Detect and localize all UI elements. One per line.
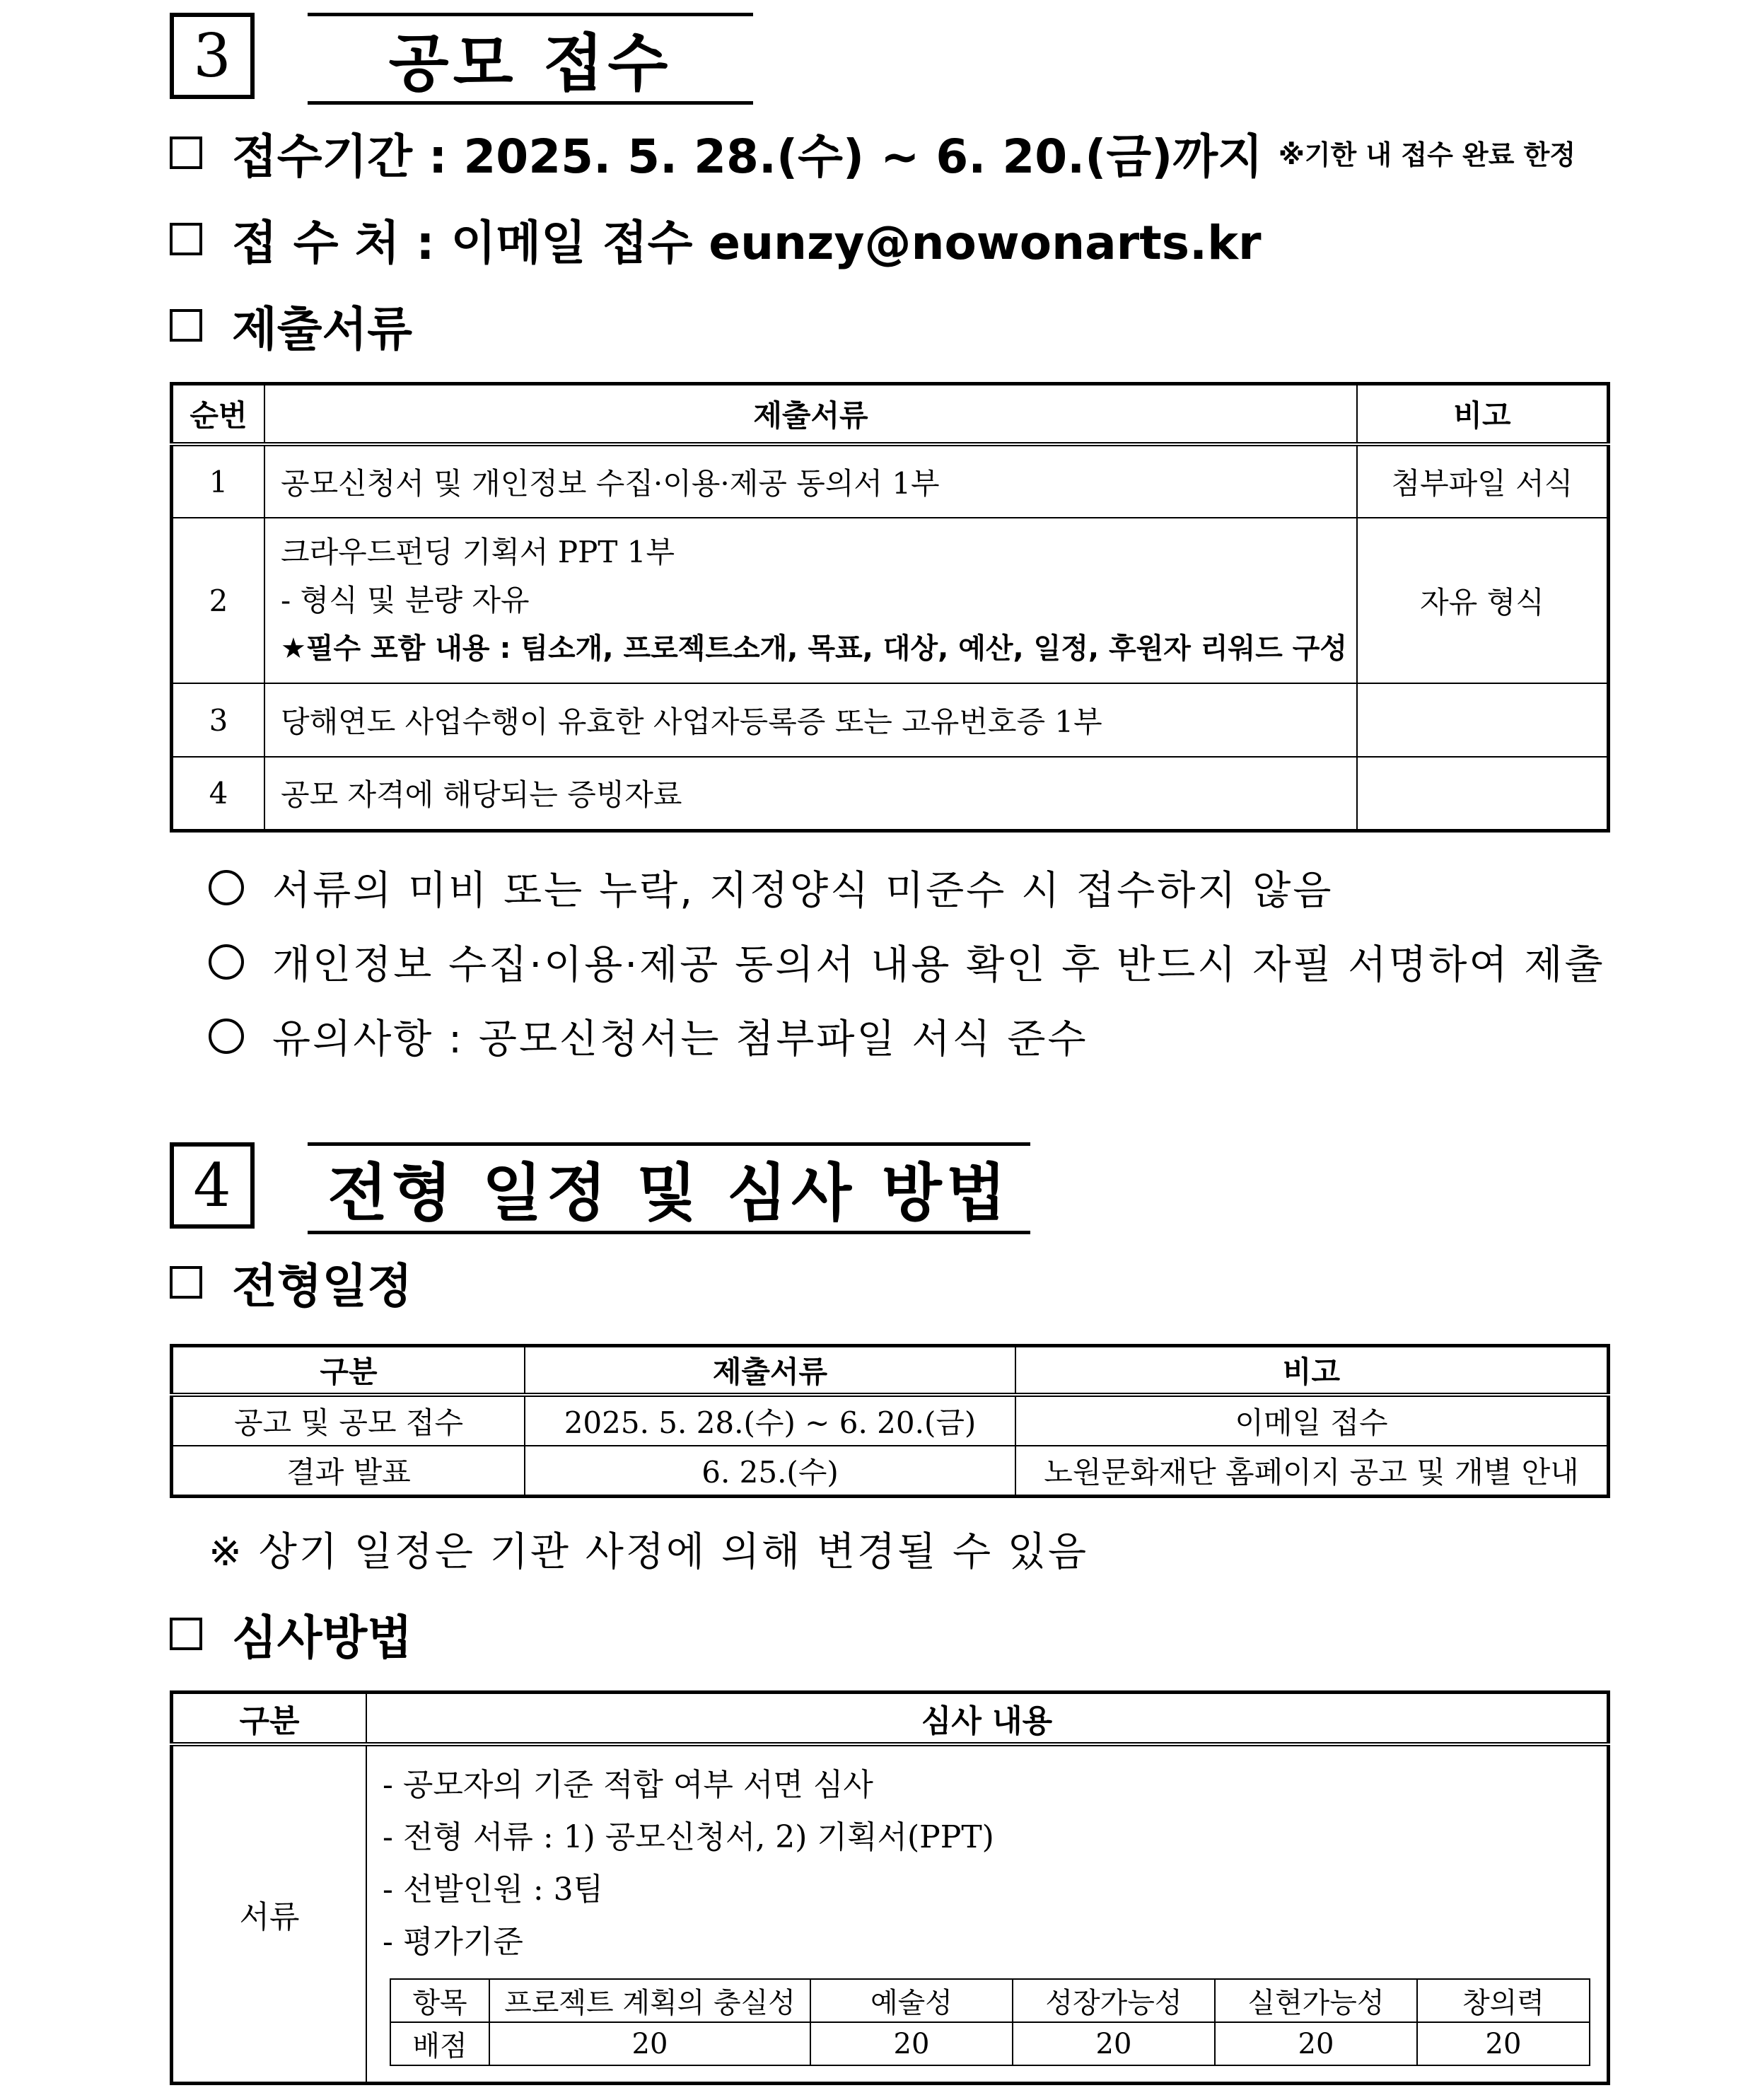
column-header: 비고 — [1015, 1346, 1609, 1396]
place-item — [170, 205, 1262, 272]
score-label: 배점 — [390, 2022, 489, 2065]
doc-line: - 형식 및 분량 자유 — [281, 583, 530, 617]
criteria-score: 20 — [1215, 2022, 1417, 2065]
doc-note — [1357, 683, 1609, 757]
column-header: 비고 — [1357, 384, 1609, 445]
note-item — [209, 934, 1605, 990]
doc-line: 크라우드펀딩 기획서 PPT 1부 — [281, 535, 675, 569]
column-header: 심사 내용 — [366, 1693, 1609, 1745]
note-text: 개인정보 수집·이용·제공 동의서 내용 확인 후 반드시 자필 서명하여 제출 — [272, 942, 1605, 988]
table-header-row — [172, 1346, 1609, 1396]
period-item — [170, 119, 1576, 186]
docs-label: 제출서류 — [232, 302, 413, 356]
period-label: 접수기간 : 2025. 5. 28.(수) ~ 6. 20.(금)까지 — [232, 129, 1263, 184]
table-row — [172, 444, 1609, 518]
criteria-item: 프로젝트 계획의 충실성 — [489, 1979, 810, 2022]
square-bullet-icon — [170, 1266, 202, 1299]
docs-item — [170, 291, 412, 359]
method-line: - 전형 서류 : 1) 공모신청서, 2) 기획서(PPT) — [383, 1819, 994, 1855]
section-title: 공모 접수 — [308, 13, 753, 105]
table-header-row — [172, 384, 1609, 445]
docs-table — [170, 382, 1610, 833]
circle-bullet-icon — [209, 870, 244, 905]
schedule-item — [170, 1248, 412, 1316]
square-bullet-icon — [170, 1618, 202, 1650]
table-row — [172, 1446, 1609, 1497]
schedule-remark: ※ 상기 일정은 기관 사정에 의해 변경될 수 있음 — [209, 1529, 1089, 1575]
criteria-item: 예술성 — [810, 1979, 1013, 2022]
row-number: 1 — [172, 444, 265, 518]
doc-name: 공모 자격에 해당되는 증빙자료 — [264, 757, 1357, 830]
note-item — [209, 1008, 1088, 1064]
row-label: 서류 — [172, 1744, 367, 2084]
note-text: 유의사항 : 공모신청서는 첨부파일 서식 준수 — [272, 1016, 1088, 1062]
method-item — [170, 1600, 412, 1667]
criteria-label: 항목 — [390, 1979, 489, 2022]
table-row — [172, 757, 1609, 830]
note-text: 서류의 미비 또는 누락, 지정양식 미준수 시 접수하지 않음 — [272, 868, 1334, 914]
method-line: - 공모자의 기준 적합 여부 서면 심사 — [383, 1767, 873, 1803]
table-row — [172, 683, 1609, 757]
criteria-item: 창의력 — [1417, 1979, 1590, 2022]
section-number: 4 — [170, 1142, 255, 1229]
place-label: 접 수 처 : 이메일 접수 eunzy@nowonarts.kr — [232, 216, 1262, 270]
method-line: - 선발인원 : 3팀 — [383, 1872, 604, 1908]
period-note: ※기한 내 접수 완료 한정 — [1278, 139, 1576, 170]
required-content-line: ★필수 포함 내용 : 팀소개, 프로젝트소개, 목표, 대상, 예산, 일정, 후원자 리워드 구성 — [281, 632, 1347, 665]
schedule-cell: 6. 25.(수) — [525, 1446, 1015, 1497]
section-number: 3 — [170, 13, 255, 99]
circle-bullet-icon — [209, 1019, 244, 1054]
row-number: 3 — [172, 683, 265, 757]
schedule-cell: 공고 및 공모 접수 — [172, 1395, 525, 1446]
schedule-cell: 2025. 5. 28.(수) ~ 6. 20.(금) — [525, 1395, 1015, 1446]
table-row — [172, 518, 1609, 683]
criteria-score-row — [390, 2022, 1590, 2065]
method-content — [366, 1744, 1609, 2084]
doc-name: 당해연도 사업수행이 유효한 사업자등록증 또는 고유번호증 1부 — [264, 683, 1357, 757]
column-header: 제출서류 — [525, 1346, 1015, 1396]
criteria-score: 20 — [1013, 2022, 1215, 2065]
criteria-score: 20 — [1417, 2022, 1590, 2065]
schedule-label: 전형일정 — [232, 1259, 413, 1313]
schedule-table — [170, 1344, 1610, 1498]
criteria-score: 20 — [810, 2022, 1013, 2065]
square-bullet-icon — [170, 137, 202, 169]
criteria-table — [390, 1978, 1590, 2066]
column-header: 순번 — [172, 384, 265, 445]
column-header: 제출서류 — [264, 384, 1357, 445]
method-label: 심사방법 — [232, 1611, 413, 1665]
schedule-cell: 노원문화재단 홈페이지 공고 및 개별 안내 — [1015, 1446, 1609, 1497]
table-row — [172, 1744, 1609, 2084]
square-bullet-icon — [170, 309, 202, 342]
row-number: 4 — [172, 757, 265, 830]
criteria-header-row — [390, 1979, 1590, 2022]
method-line: - 평가기준 — [383, 1924, 523, 1960]
schedule-cell: 이메일 접수 — [1015, 1395, 1609, 1446]
section-title: 전형 일정 및 심사 방법 — [308, 1142, 1030, 1234]
criteria-score: 20 — [489, 2022, 810, 2065]
doc-note: 자유 형식 — [1357, 518, 1609, 683]
doc-note — [1357, 757, 1609, 830]
column-header: 구분 — [172, 1346, 525, 1396]
criteria-item: 성장가능성 — [1013, 1979, 1215, 2022]
table-row — [172, 1395, 1609, 1446]
doc-name: 공모신청서 및 개인정보 수집·이용·제공 동의서 1부 — [264, 444, 1357, 518]
column-header: 구분 — [172, 1693, 367, 1745]
square-bullet-icon — [170, 223, 202, 255]
method-table — [170, 1690, 1610, 2085]
criteria-item: 실현가능성 — [1215, 1979, 1417, 2022]
doc-name — [264, 518, 1357, 683]
doc-note: 첨부파일 서식 — [1357, 444, 1609, 518]
schedule-cell: 결과 발표 — [172, 1446, 525, 1497]
note-item — [209, 859, 1333, 916]
row-number: 2 — [172, 518, 265, 683]
circle-bullet-icon — [209, 944, 244, 980]
table-header-row — [172, 1693, 1609, 1745]
